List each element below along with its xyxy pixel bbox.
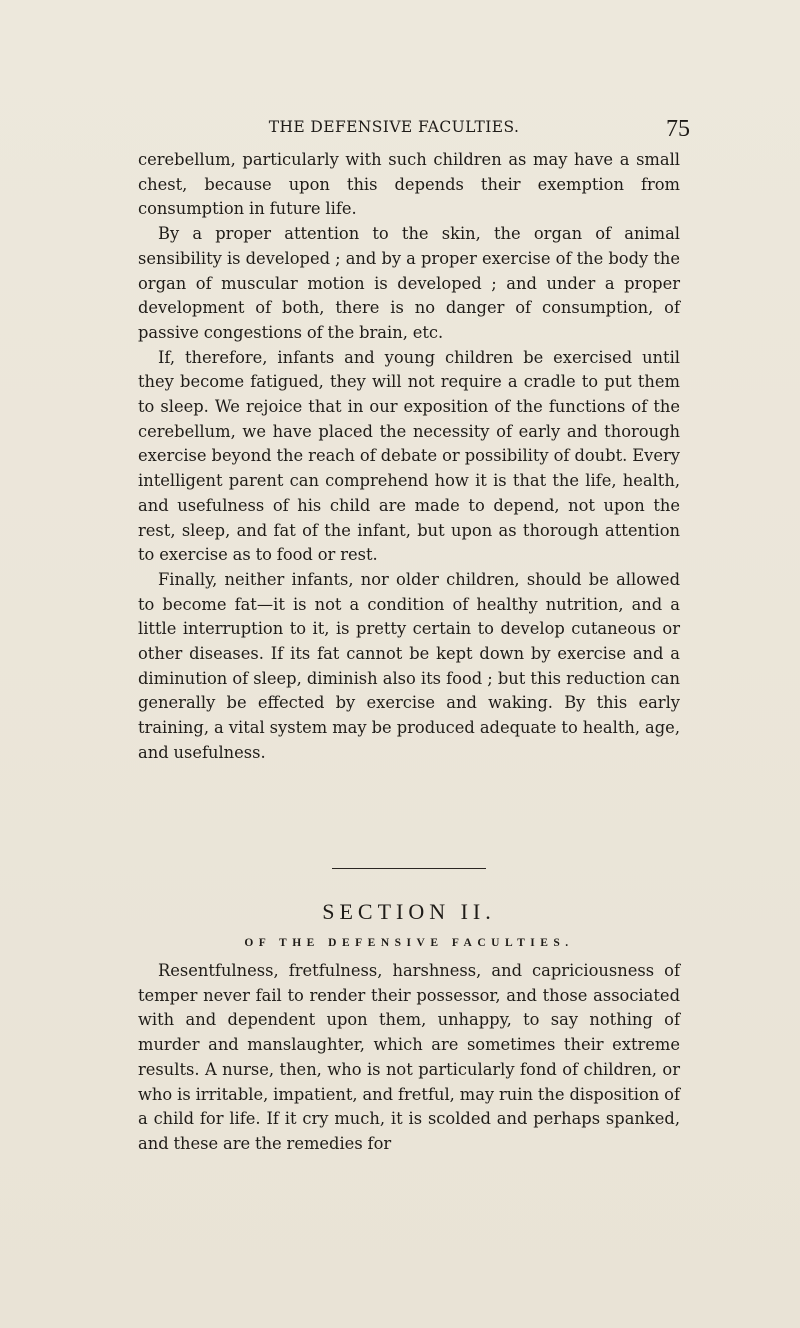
body-text — [138, 148, 680, 766]
paragraph: By a proper attention to the skin, the organ of animal sensibility is developed ; and by a proper exercise of the body the organ of muscular motion is developed ; and under a proper development of both, there is no danger of consumption, of passive congestions of the brain, etc. — [138, 224, 680, 342]
running-title: THE DEFENSIVE FACULTIES. — [268, 118, 520, 136]
section-subheading: OF THE DEFENSIVE FACULTIES. — [244, 937, 574, 949]
page-number: 75 — [666, 116, 690, 142]
section-body-text — [138, 959, 680, 1157]
paragraph-continuation: cerebellum, particularly with such children as may have a small chest, because upon this depends their exemption from consumption in future life. — [138, 150, 680, 219]
running-head — [152, 116, 692, 146]
paragraph: If, therefore, infants and young children be exercised until they become fatigued, they will not require a cradle to put them to sleep. We rejoice that in our exposition of the functions of the cerebellum, we have placed the necessity of early and thorough exercise beyond the reach of debate or possibility of doubt. Every intelligent parent can comprehend how it is that the life, health, and usefulness of his child are made to depend, not upon the rest, sleep, and fat of the infant, but upon as thorough attention to exercise as to food or rest. — [138, 347, 680, 565]
section-heading: SECTION II. — [322, 899, 496, 924]
paragraph: Finally, neither infants, nor older children, should be allowed to become fat—it is not a condition of healthy nutrition, and a little interruption to it, is pretty certain to develop cutaneous or other diseases. If its fat cannot be kept down by exercise and a diminution of sleep, diminish also its food ; but this reduction can generally be effected by exercise and waking. By this early training, a vital system may be produced adequate to health, age, and usefulness. — [138, 569, 680, 762]
paragraph: Resentfulness, fretfulness, harshness, and capriciousness of temper never fail to render their possessor, and those associated with and dependent upon them, unhappy, to say nothing of murder and manslaughter, which are sometimes their extreme results. A nurse, then, who is not particularly fond of children, or who is irritable, impatient, and fretful, may ruin the disposition of a child for life. If it cry much, it is scolded and perhaps spanked, and these are the remedies for — [138, 961, 680, 1153]
section-divider-rule — [332, 868, 486, 869]
